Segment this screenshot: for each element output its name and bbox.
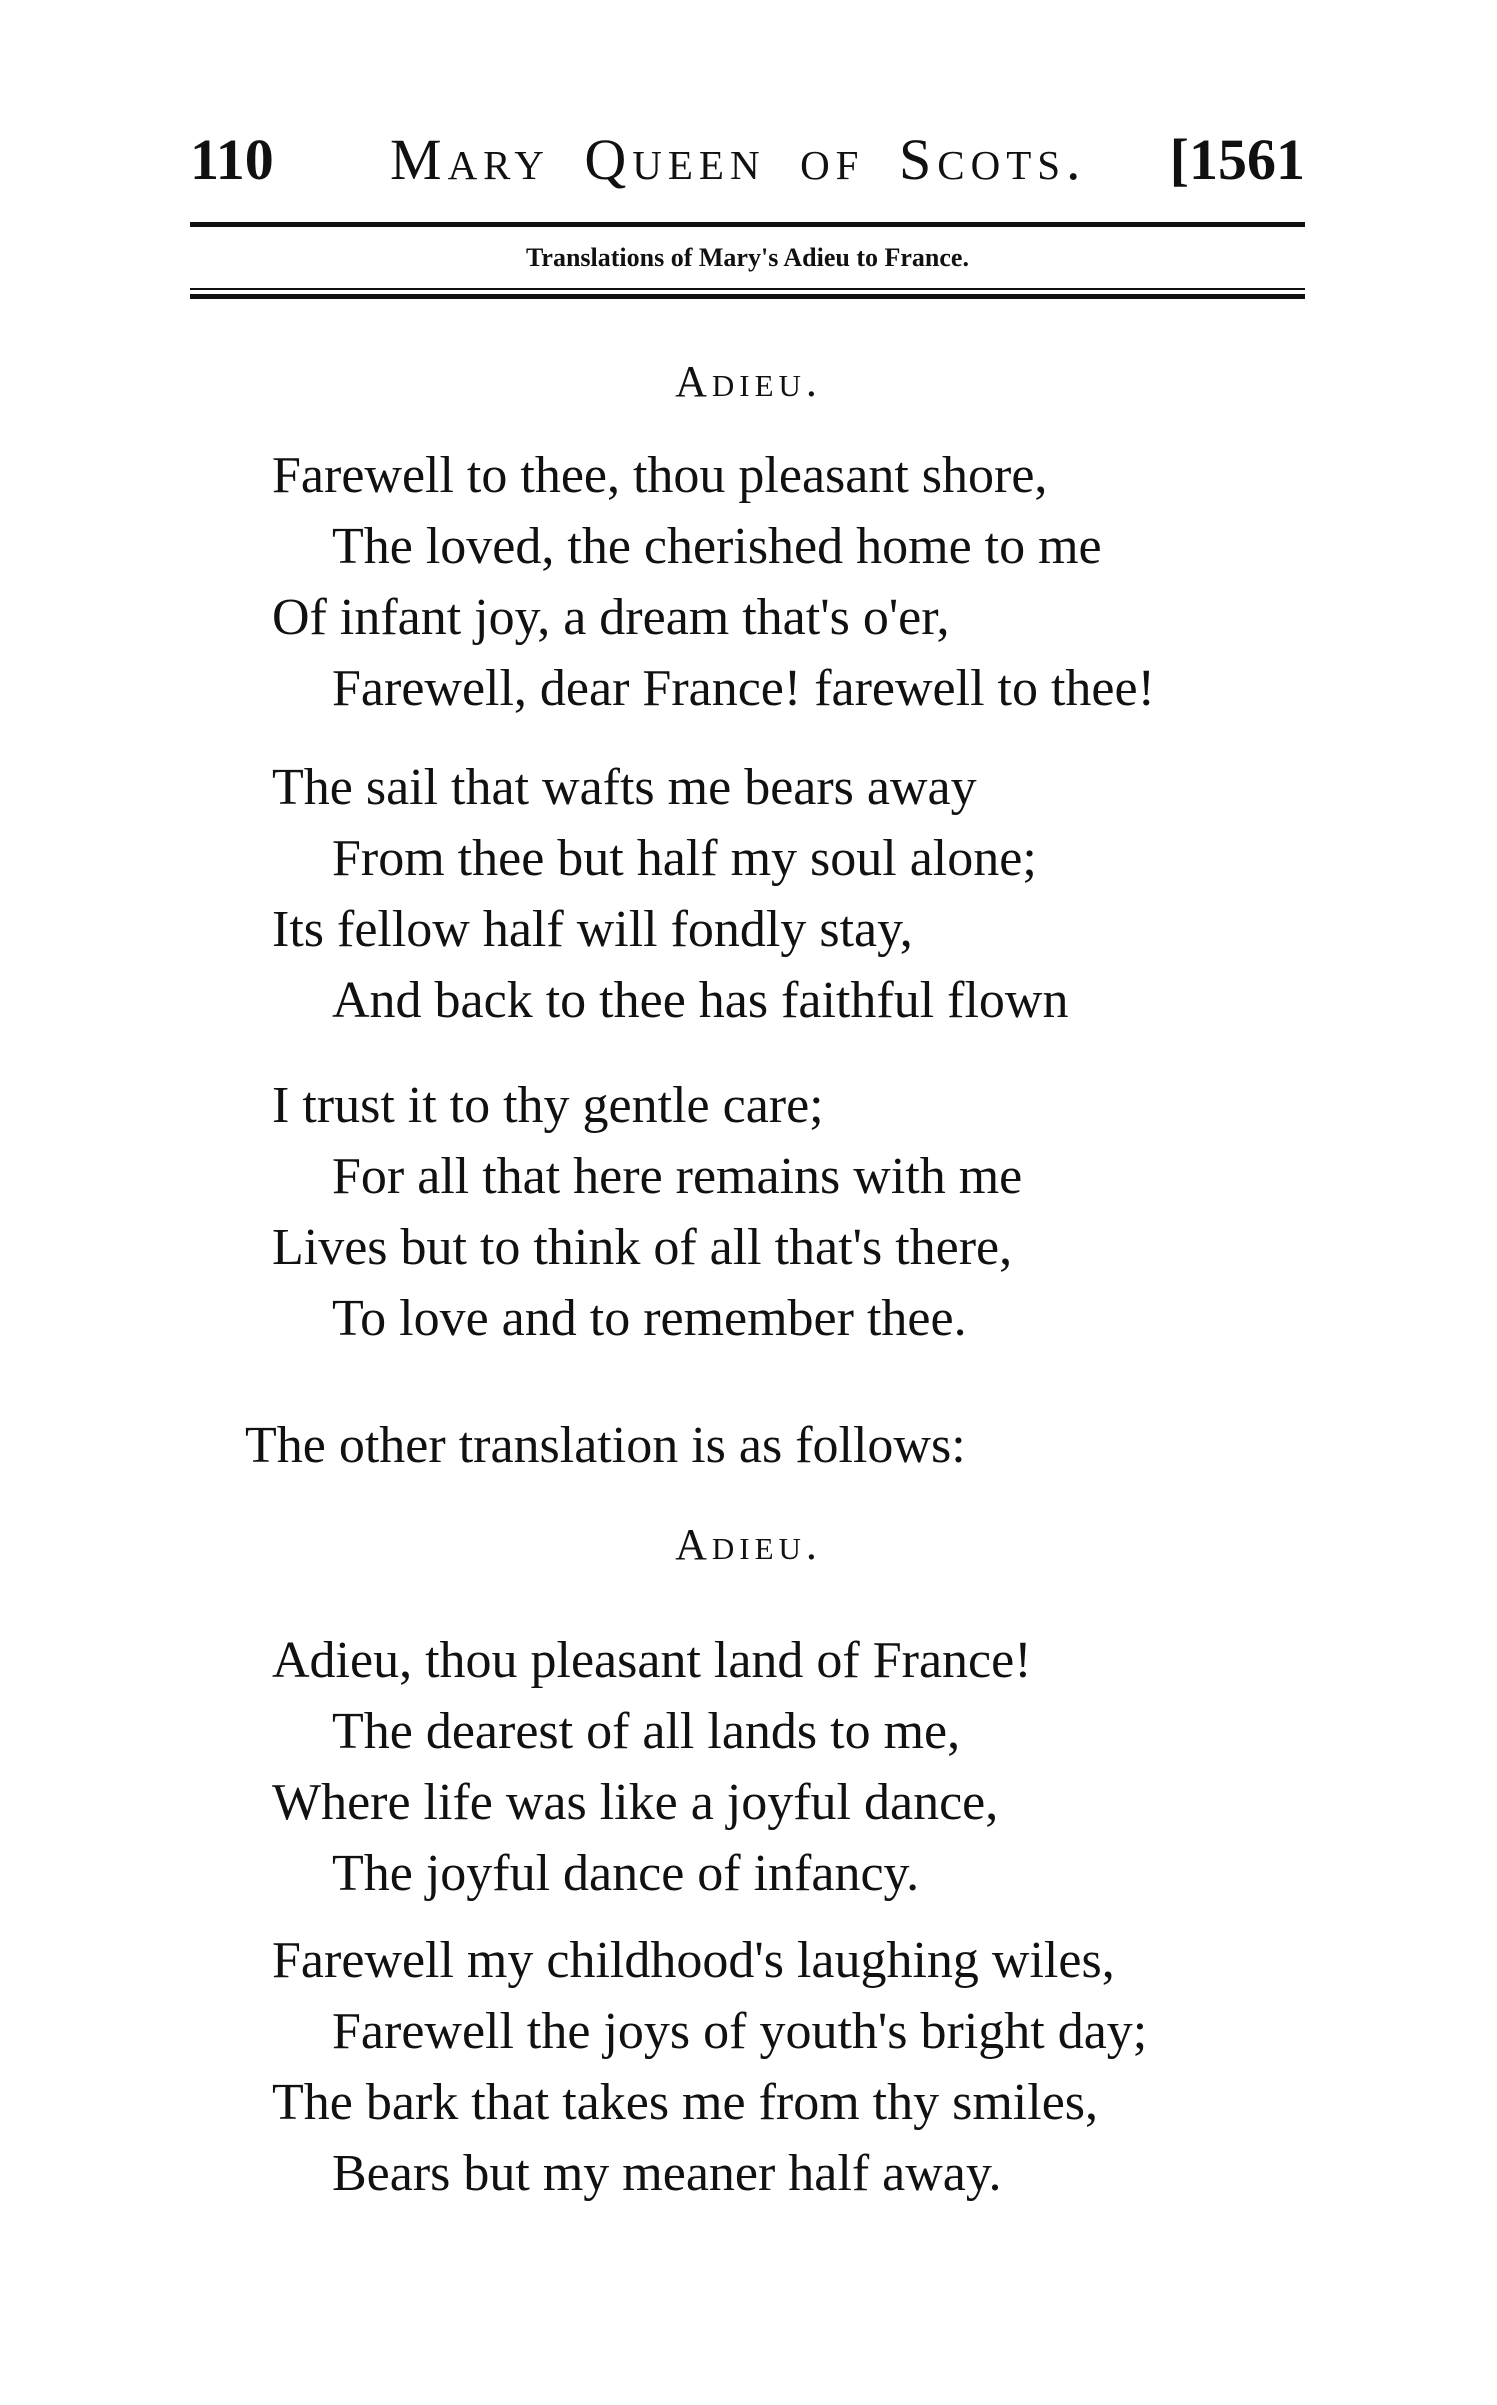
poem-line: The sail that wafts me bears away bbox=[272, 759, 977, 816]
poem-line: Bears but my meaner half away. bbox=[332, 2145, 1002, 2202]
poem-line: Where life was like a joyful dance, bbox=[272, 1774, 999, 1831]
poem-line: The dearest of all lands to me, bbox=[332, 1703, 961, 1760]
stanza bbox=[272, 1070, 1372, 1354]
stanza bbox=[272, 752, 1372, 1036]
poem-line: To love and to remember thee. bbox=[332, 1290, 967, 1347]
poem-heading-second: Adieu. bbox=[675, 1520, 822, 1569]
poem-line: Farewell the joys of youth's bright day; bbox=[332, 2003, 1148, 2060]
section-subhead: Translations of Mary's Adieu to France. bbox=[526, 243, 969, 272]
poem-line: Farewell to thee, thou pleasant shore, bbox=[272, 447, 1048, 504]
stanza bbox=[272, 440, 1372, 724]
poem-line: From thee but half my soul alone; bbox=[332, 830, 1037, 887]
running-header bbox=[190, 125, 1305, 195]
running-year: [1561 bbox=[1169, 127, 1305, 192]
page-number: 110 bbox=[190, 127, 274, 192]
poem-line: Adieu, thou pleasant land of France! bbox=[272, 1632, 1032, 1689]
header-rule-thin bbox=[190, 288, 1305, 290]
stanza bbox=[272, 1625, 1372, 1909]
stanza bbox=[272, 1925, 1372, 2209]
poem-line: Farewell my childhood's laughing wiles, bbox=[272, 1932, 1115, 1989]
poem-line: I trust it to thy gentle care; bbox=[272, 1077, 824, 1134]
header-rule-top bbox=[190, 222, 1305, 227]
poem-line: For all that here remains with me bbox=[332, 1148, 1023, 1205]
poem-line: The loved, the cherished home to me bbox=[332, 518, 1102, 575]
poem-line: Lives but to think of all that's there, bbox=[272, 1219, 1013, 1276]
poem-line: Its fellow half will fondly stay, bbox=[272, 901, 913, 958]
running-title: Mary Queen of Scots. bbox=[390, 127, 1087, 192]
poem-line: Farewell, dear France! farewell to thee! bbox=[332, 660, 1155, 717]
poem-line: And back to thee has faithful flown bbox=[332, 972, 1069, 1029]
poem-heading-first: Adieu. bbox=[675, 357, 822, 406]
transition-paragraph: The other translation is as follows: bbox=[245, 1417, 966, 1474]
header-rule-bottom bbox=[190, 294, 1305, 299]
poem-line: The bark that takes me from thy smiles, bbox=[272, 2074, 1099, 2131]
poem-line: The joyful dance of infancy. bbox=[332, 1845, 920, 1902]
poem-line: Of infant joy, a dream that's o'er, bbox=[272, 589, 950, 646]
